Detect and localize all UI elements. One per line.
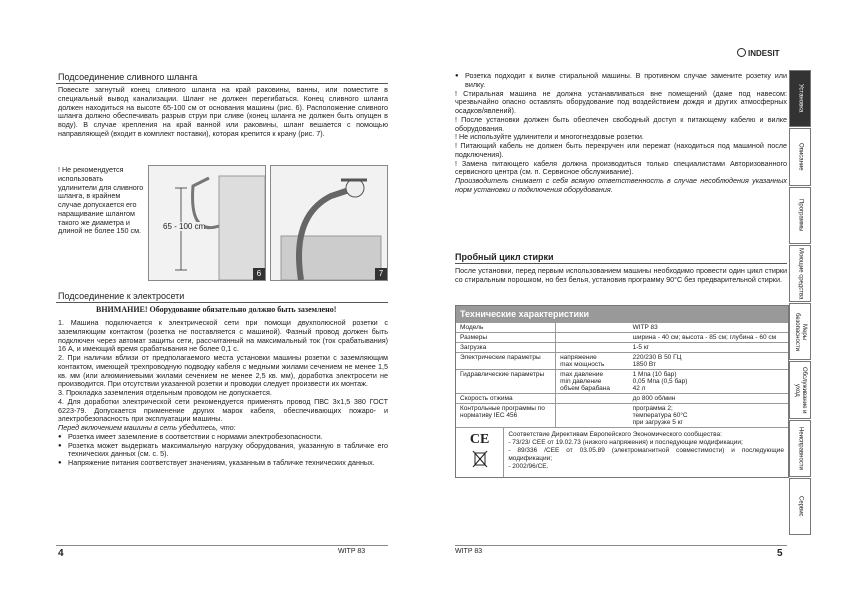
- tab-4[interactable]: Моющие средства: [789, 245, 811, 302]
- brand-logo: [737, 48, 780, 58]
- paragraph-4: 4. Для доработки электрической сети рекомендуется применять провод ПВС 3х1,5 380 ГОСТ 6223-79. Допускается применение других марок кабеля, обеспечивающих пожаро- и электробезопасность при эксплуатации машины.: [58, 396, 388, 424]
- warning-item: ! Питающий кабель не должен быть перекручен или пережат (находиться под машиной после подключения).: [455, 141, 787, 159]
- tab-3[interactable]: Программы: [789, 187, 811, 244]
- spec-value: WITP 83: [632, 324, 658, 331]
- check-bullet: ● Розетка имеет заземление в соответствии с нормами электробезопасности.: [58, 433, 388, 442]
- height-label: 65 - 100 cm: [163, 222, 206, 231]
- spec-sublabel: [556, 343, 629, 353]
- spec-value: 1 Mпа (10 бар) 0,05 Mпа (0,5 бар) 42 л: [632, 371, 688, 392]
- section-rule: [56, 302, 388, 303]
- install-notes: [455, 72, 787, 195]
- spec-value: программа 2; температура 60°С при загрузке 5 кг: [632, 405, 688, 426]
- right-page: [421, 0, 842, 595]
- tab-5[interactable]: Меры безопасности: [789, 303, 811, 360]
- electric-body: [58, 319, 388, 468]
- compliance-marks: [456, 428, 504, 477]
- warning-item: ! Стиральная машина не должна устанавливаться вне помещений (даже под навесом: чрезвычайно опасно оставлять оборудование под воздействием дождя и других атмосферных осадков/явлений).: [455, 88, 787, 115]
- tab-6[interactable]: Обслуживание и уход: [789, 361, 811, 418]
- ce-mark: CE: [469, 432, 490, 447]
- paragraph-1: 1. Машина подключается к электрической сети при помощи двухполюсной розетки с заземляющим контактом (розетка не поставляется с машиной). Фазный провод должен быть подключен через автомат защиты сети, рассчитанный на максимальный ток (ток срабатывания) 16 А, и имеющий время срабатывания не более 0,1 с.: [58, 318, 388, 354]
- figure-7: [270, 165, 388, 281]
- spec-label: Скорость отжима: [456, 394, 556, 404]
- spec-rows: [456, 322, 788, 427]
- check-intro: Перед включением машины в сеть убедитесь, что:: [58, 423, 236, 432]
- tab-2[interactable]: Описание: [789, 128, 811, 185]
- paragraph-2: 2. При наличии вблизи от предполагаемого места установки машины розетки с заземляющим контактом, имеющей трехпроводную подводку кабеля с медными жилами сечением не менее 1,5 кв. мм (или алюминиевыми жилами сечением не менее 2,5 кв. мм), доработка электросети не производится. При отсутствии указанной розетки и проводки следует произвести их монтаж.: [58, 353, 388, 389]
- check-bullet: ● Розетка может выдержать максимальную нагрузку оборудования, указанную в табличке его технических данных (см. с. 5).: [58, 442, 388, 460]
- test-cycle-title: Пробный цикл стирки: [455, 252, 554, 262]
- check-bullet: ● Напряжение питания соответствует значениям, указанным в табличке технических данных.: [58, 459, 388, 468]
- warning-item: ! После установки должен быть обеспечен свободный доступ к питающему кабелю и вилке оборудования.: [455, 114, 787, 133]
- spec-label: Размеры: [456, 333, 556, 343]
- figure-number: 6: [253, 268, 265, 280]
- brand-name: INDESIT: [748, 49, 780, 58]
- tab-8[interactable]: Сервис: [789, 478, 811, 535]
- paragraph-3: 3. Прокладка заземления отдельным проводом не допускается.: [58, 388, 272, 397]
- spec-table: [455, 305, 789, 478]
- tab-1[interactable]: Установка: [789, 70, 811, 127]
- section-tabs: [789, 70, 811, 536]
- compliance-row: [456, 427, 788, 477]
- spec-value: 220/230 В 50 ГЦ 1850 Вт: [632, 354, 682, 368]
- spec-value: до 800 об/мин: [632, 395, 676, 402]
- spec-row: [456, 404, 788, 428]
- warning-item: ! Замена питающего кабеля должна производиться только специалистами Авторизованного сервисного центра (см. п. Сервисное обслуживание).: [455, 158, 787, 177]
- spec-row: [456, 323, 788, 333]
- model-footer: WITP 83: [455, 548, 483, 555]
- spec-value: ширина - 40 см; высота - 85 см; глубина - 60 см: [632, 334, 777, 341]
- power-icon: [737, 48, 746, 57]
- section-rule: [455, 263, 787, 264]
- spec-label: Контрольные программы по нормативу IEC 456: [456, 404, 556, 428]
- spec-label: Загрузка: [456, 343, 556, 353]
- spec-row: [456, 370, 788, 394]
- spec-row: [456, 353, 788, 370]
- warning-item: ! Не используйте удлинители и многогнездовые розетки.: [455, 132, 644, 142]
- spec-row: [456, 394, 788, 404]
- section-title-drain-hose: Подсоединение сливного шланга: [58, 72, 198, 82]
- spec-label: Гидравлические параметры: [456, 370, 556, 394]
- hose-guide-illustration: [271, 166, 387, 280]
- footer-rule: [56, 545, 388, 546]
- ground-warning: ВНИМАНИЕ! Оборудование обязательно должно быть заземлено!: [96, 305, 337, 314]
- spec-sublabel: [556, 333, 629, 343]
- extension-note: ! Не рекомендуется использовать удлинители для сливного шланга, в крайнем случае допускается его наращивание шлангом такого же диаметра и длиной не более 150 см.: [58, 165, 144, 236]
- footer-rule: [455, 545, 787, 546]
- tab-7[interactable]: Неисправности: [789, 420, 811, 477]
- figure-6: [148, 165, 266, 281]
- test-cycle-text: После установки, перед первым использованием машины необходимо провести один цикл стирки со стиральным порошком, но без белья, установив программу 90°С без предварительной стирки.: [455, 266, 787, 284]
- spec-sublabel: [556, 404, 629, 428]
- socket-note: ● Розетка подходит к вилке стиральной машины. В противном случае замените розетку или вилку.: [455, 72, 787, 90]
- model-footer: WITP 83: [338, 548, 366, 555]
- spec-title: Технические характеристики: [456, 306, 788, 322]
- spec-sublabel: [556, 323, 629, 333]
- spec-value: 1-5 кг: [632, 344, 650, 351]
- figure-number: 7: [375, 268, 387, 280]
- drain-hose-text: Повесьте загнутый конец сливного шланга на край раковины, ванны, или поместите в специальный вывод канализации. Шланг не должен перегибаться. Конец сливного шланга должен находиться на высоте 65-100 см от основания машины (рис. 6). Расположение сливного шланга должно обеспечивать разрыв струи при сливе (конец шланга не должен быть опущен в воду). В случае крепления на край ванной или раковины, шланг вешается с помощью направляющей (входит в комплект поставки), которая крепится к крану (рис. 7).: [58, 85, 388, 138]
- spec-sublabel: max давление min давление объем барабана: [560, 371, 610, 392]
- spec-sublabel: напряжение max мощность: [560, 354, 605, 368]
- disclaimer: Производитель снимает с себя всякую ответственность в случае несоблюдения указанных норм установки и подключения оборудования.: [455, 176, 787, 194]
- page-number: 5: [777, 548, 783, 559]
- spec-label: Электрические параметры: [456, 353, 556, 370]
- spec-row: [456, 333, 788, 343]
- weee-bin-icon: [470, 448, 490, 468]
- page-number: 4: [58, 548, 64, 559]
- header-rule: [56, 83, 388, 84]
- section-title-electric: Подсоединение к электросети: [58, 291, 185, 301]
- spec-label: Модель: [456, 323, 556, 333]
- directives-text: Соответствие Директивам Европейского Экономического сообщества: - 73/23/ CEE от 19.02.73 (низкого напряжения) и последующие модификации; - 89/336 /CEE от 03.05.89 (электромагнитной совместимости) и последующие модификации; - 2002/96/CE.: [508, 431, 784, 470]
- spec-row: [456, 343, 788, 353]
- spec-sublabel: [556, 394, 629, 404]
